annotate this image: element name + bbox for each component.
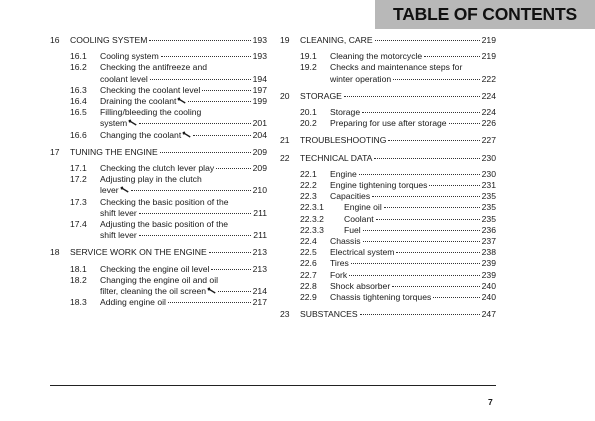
- dot-leader: [424, 56, 479, 57]
- wrench-icon: [182, 130, 191, 141]
- toc-entry-page: 193: [252, 51, 267, 62]
- toc-entry-number: 20: [280, 90, 290, 101]
- toc-entry-page: 224: [481, 90, 496, 101]
- toc-entry-number: 22.3.1: [300, 202, 324, 213]
- toc-entry-title: Chassis: [330, 236, 361, 246]
- dot-leader: [216, 168, 250, 169]
- dot-leader: [161, 56, 251, 57]
- toc-entry-number: 19.2: [300, 62, 317, 73]
- toc-entry-page: 230: [481, 152, 496, 163]
- wrench-icon: [207, 286, 216, 297]
- toc-entry-number: 22.1: [300, 168, 317, 179]
- toc-entry-title: Changing the coolant: [100, 129, 182, 140]
- toc-entry-page: 213: [252, 263, 267, 274]
- toc-entry-title: COOLING SYSTEM: [70, 35, 148, 45]
- wrench-icon: [177, 96, 186, 107]
- dot-leader: [360, 314, 480, 315]
- toc-entry-page: 239: [481, 258, 496, 269]
- dot-leader: [209, 252, 251, 253]
- toc-entry-page: 219: [481, 35, 496, 45]
- dot-leader: [375, 40, 480, 41]
- dot-leader: [150, 79, 251, 80]
- toc-entry-page: 240: [481, 292, 496, 302]
- toc-entry-page: 204: [252, 129, 267, 140]
- toc-entry-page: 214: [252, 286, 267, 296]
- toc-entry-page: 237: [481, 236, 496, 246]
- toc-entry-title: Engine tightening torques: [330, 180, 428, 190]
- toc-entry-title: Chassis tightening torques: [330, 292, 432, 302]
- dot-leader: [372, 196, 480, 197]
- toc-entry-title: Cleaning the motorcycle: [330, 51, 423, 62]
- toc-entry-title: TROUBLESHOOTING: [300, 135, 387, 146]
- page-title: TABLE OF CONTENTS: [393, 4, 577, 24]
- dot-leader: [168, 302, 251, 303]
- dot-leader: [160, 152, 251, 153]
- toc-entry-page: 227: [481, 135, 496, 146]
- toc-entry-title: system: [100, 118, 128, 129]
- toc-entry-title: Changing the engine oil and oil: [100, 274, 219, 285]
- toc-entry-title: SUBSTANCES: [300, 309, 358, 320]
- toc-entry-number: 16.6: [70, 129, 87, 140]
- toc-entry-number: 17.4: [70, 219, 87, 229]
- dot-leader: [393, 79, 480, 80]
- toc-entry-page: 235: [481, 191, 496, 202]
- toc-entry-title: Checking the antifreeze and: [100, 62, 208, 73]
- dot-leader: [433, 297, 479, 298]
- toc-entry-title: winter operation: [330, 73, 392, 84]
- toc-entry-title: Storage: [330, 107, 361, 117]
- dot-leader: [139, 123, 250, 124]
- toc-entry-number: 22.3.2: [300, 213, 324, 224]
- toc-entry-title: Engine oil: [344, 202, 382, 213]
- toc-entry-title: Checking the clutch lever play: [100, 163, 215, 173]
- toc-entry-number: 16.1: [70, 51, 87, 62]
- toc-entry-title: Adding engine oil: [100, 297, 166, 308]
- dot-leader: [344, 96, 480, 97]
- dot-leader: [396, 252, 479, 253]
- dot-leader: [449, 123, 480, 124]
- toc-entry-title: SERVICE WORK ON THE ENGINE: [70, 247, 207, 258]
- toc-entry-title: filter, cleaning the oil screen: [100, 286, 207, 296]
- dot-leader: [131, 190, 251, 191]
- toc-entry-page: 211: [253, 230, 267, 241]
- toc-entry-number: 22: [280, 152, 290, 163]
- dot-leader: [374, 158, 479, 159]
- toc-entry-number: 18.3: [70, 297, 87, 308]
- toc-entry-title: Adjusting play in the clutch: [100, 174, 202, 185]
- toc-entry-number: 16.5: [70, 107, 87, 118]
- toc-entry-title: coolant level: [100, 73, 148, 84]
- toc-entry-page: 238: [481, 247, 496, 258]
- toc-entry-page: 222: [481, 73, 496, 84]
- dot-leader: [392, 286, 479, 287]
- toc-entry-page: 210: [252, 185, 267, 196]
- dot-leader: [376, 219, 480, 220]
- toc-entry-title: Shock absorber: [330, 280, 391, 291]
- toc-entry-title: Checks and maintenance steps for: [330, 62, 463, 73]
- toc-entry-number: 18.1: [70, 263, 87, 274]
- toc-entry-title: STORAGE: [300, 90, 342, 101]
- dot-leader: [362, 112, 480, 113]
- toc-entry-number: 20.2: [300, 118, 317, 129]
- toc-entry-page: 239: [481, 269, 496, 280]
- toc-entry-number: 17.1: [70, 163, 87, 173]
- toc-entry-number: 22.6: [300, 258, 317, 269]
- toc-entry-page: 236: [481, 224, 496, 235]
- footer-divider: [50, 385, 496, 386]
- toc-entry-page: 211: [253, 207, 267, 218]
- dot-leader: [388, 140, 479, 141]
- toc-entry-title: Coolant: [344, 213, 374, 224]
- toc-entry-number: 21: [280, 135, 290, 146]
- toc-entry-page: 199: [252, 96, 267, 106]
- dot-leader: [193, 135, 250, 136]
- toc-entry-title: Checking the engine oil level: [100, 263, 210, 274]
- toc-entry-number: 22.7: [300, 269, 317, 280]
- toc-entry-title: lever: [100, 185, 119, 196]
- toc-entry-page: 209: [252, 163, 267, 173]
- toc-entry-number: 22.4: [300, 236, 317, 246]
- dot-leader: [349, 275, 479, 276]
- dot-leader: [139, 213, 252, 214]
- toc-entry-number: 22.3.3: [300, 224, 324, 235]
- toc-entry-page: 230: [481, 168, 496, 179]
- toc-entry-title: Fork: [330, 269, 348, 280]
- dot-leader: [384, 207, 480, 208]
- toc-entry-title: Fuel: [344, 224, 361, 235]
- toc-entry-page: 193: [252, 35, 267, 45]
- toc-entry-page: 235: [481, 202, 496, 213]
- toc-entry-page: 213: [252, 247, 267, 258]
- toc-entry-page: 247: [481, 309, 496, 320]
- toc-entry-page: 224: [481, 107, 496, 117]
- toc-entry-number: 22.2: [300, 180, 317, 190]
- toc-entry-number: 17.2: [70, 174, 87, 185]
- toc-entry-number: 20.1: [300, 107, 317, 117]
- wrench-icon: [120, 185, 129, 196]
- toc-entry-title: Checking the basic position of the: [100, 196, 229, 207]
- toc-entry-number: 16.2: [70, 62, 87, 73]
- toc-entry-title: CLEANING, CARE: [300, 35, 373, 45]
- toc-entry-number: 19.1: [300, 51, 317, 62]
- toc-entry-page: 201: [252, 118, 267, 129]
- toc-entry-page: 209: [252, 146, 267, 157]
- toc-entry-number: 22.9: [300, 292, 317, 302]
- page-number: 7: [488, 397, 493, 407]
- toc-entry-number: 16.3: [70, 84, 87, 95]
- toc-entry-title: Electrical system: [330, 247, 395, 258]
- dot-leader: [218, 291, 251, 292]
- toc-entry-number: 17.3: [70, 196, 87, 207]
- toc-entry-number: 22.3: [300, 191, 317, 202]
- toc-entry-title: TECHNICAL DATA: [300, 152, 373, 163]
- toc-entry-number: 22.8: [300, 280, 317, 291]
- dot-leader: [202, 90, 250, 91]
- dot-leader: [359, 174, 480, 175]
- toc-entry-page: 217: [252, 297, 267, 308]
- toc-entry-page: 240: [481, 280, 496, 291]
- toc-entry-number: 18.2: [70, 274, 87, 285]
- toc-entry-number: 19: [280, 35, 290, 45]
- toc-entry-title: shift lever: [100, 207, 137, 218]
- toc-entry-page: 235: [481, 213, 496, 224]
- dot-leader: [149, 40, 250, 41]
- dot-leader: [139, 235, 252, 236]
- toc-entry-page: 226: [481, 118, 496, 129]
- toc-entry-title: Preparing for use after storage: [330, 118, 447, 129]
- toc-entry-title: Draining the coolant: [100, 96, 177, 106]
- dot-leader: [211, 269, 250, 270]
- header-banner: [375, 0, 595, 29]
- toc-entry-number: 23: [280, 309, 290, 320]
- toc-entry-number: 22.5: [300, 247, 317, 258]
- toc-entry-title: Tires: [330, 258, 349, 269]
- dot-leader: [188, 101, 250, 102]
- toc-entry-title: Cooling system: [100, 51, 159, 62]
- toc-entry-page: 219: [481, 51, 496, 62]
- dot-leader: [363, 241, 480, 242]
- toc-entry-title: Adjusting the basic position of the: [100, 219, 229, 229]
- toc-entry-title: Capacities: [330, 191, 371, 202]
- toc-entry-page: 197: [252, 84, 267, 95]
- toc-entry-title: shift lever: [100, 230, 137, 241]
- wrench-icon: [128, 118, 137, 129]
- toc-entry-title: TUNING THE ENGINE: [70, 146, 158, 157]
- toc-entry-title: Engine: [330, 168, 357, 179]
- toc-entry-number: 16.4: [70, 96, 87, 106]
- dot-leader: [429, 185, 479, 186]
- toc-entry-title: Checking the coolant level: [100, 84, 201, 95]
- toc-entry-page: 194: [252, 73, 267, 84]
- dot-leader: [363, 230, 480, 231]
- toc-entry-number: 17: [50, 146, 60, 157]
- toc-entry-title: Filling/bleeding the cooling: [100, 107, 202, 118]
- dot-leader: [351, 263, 480, 264]
- toc-entry-page: 231: [481, 180, 496, 190]
- toc-entry-number: 18: [50, 247, 60, 258]
- toc-entry-number: 16: [50, 35, 60, 45]
